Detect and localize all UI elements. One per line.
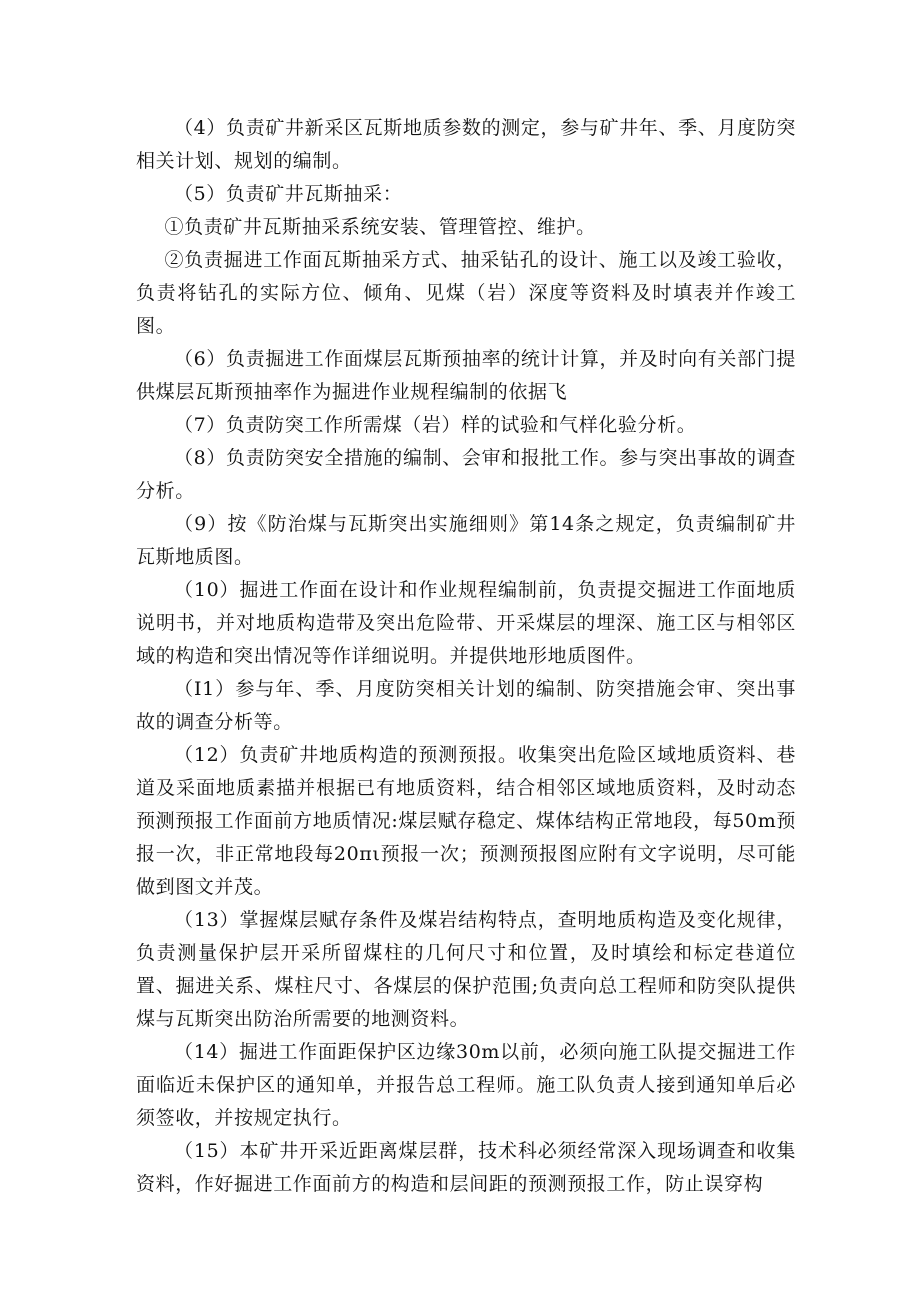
paragraph-7: （7）负责防突工作所需煤（岩）样的试验和气样化验分析。	[174, 414, 697, 436]
paragraph-4: （4）负责矿井新采区瓦斯地质参数的测定，参与矿井年、季、月度防突相关计划、规划的编制。	[136, 117, 796, 172]
paragraph-10: （10）掘进工作面在设计和作业规程编制前，负责提交掘进工作面地质说明书，并对地质构造带及突出危险带、开采煤层的埋深、施工区与相邻区域的构造和突出情况等作详细说明。并提供地形地质图件。	[136, 579, 796, 667]
paragraph-9: （9）按《防治煤与瓦斯突出实施细则》第14条之规定，负责编制矿井瓦斯地质图。	[136, 513, 796, 568]
paragraph-5-item-1: ①负责矿井瓦斯抽采系统安装、管理管控、维护。	[164, 216, 596, 238]
paragraph-5: （5）负责矿井瓦斯抽采：	[174, 183, 403, 205]
paragraph-14: （14）掘进工作面距保护区边缘30m以前，必须向施工队提交掘进工作面临近未保护区的通知单，并报告总工程师。施工队负责人接到通知单后必须签收，并按规定执行。	[136, 1041, 796, 1129]
paragraph-12: （12）负责矿井地质构造的预测预报。收集突出危险区域地质资料、巷道及采面地质素描并根据已有地质资料，结合相邻区域地质资料，及时动态预测预报工作面前方地质情况:煤层赋存稳定、煤体结构正常地段，每50m预报一次，非正常地段每20πι预报一次；预测预报图应附有文字说明，尽可能做到图文并茂。	[136, 744, 796, 898]
paragraph-15: （15）本矿井开采近距离煤层群，技术科必须经常深入现场调查和收集资料，作好掘进工作面前方的构造和层间距的预测预报工作，防止误穿构	[136, 1140, 796, 1195]
paragraph-5-item-2: ②负责掘进工作面瓦斯抽采方式、抽采钻孔的设计、施工以及竣工验收，负责将钻孔的实际方位、倾角、见煤（岩）深度等资料及时填表并作竣工图。	[136, 249, 796, 337]
paragraph-6: （6）负责掘进工作面煤层瓦斯预抽率的统计计算，并及时向有关部门提供煤层瓦斯预抽率作为掘进作业规程编制的依据飞	[136, 348, 796, 403]
paragraph-8: （8）负责防突安全措施的编制、会审和报批工作。参与突出事故的调查分析。	[136, 447, 796, 502]
paragraph-11: （I1）参与年、季、月度防突相关计划的编制、防突措施会审、突出事故的调查分析等。	[136, 678, 796, 733]
paragraph-13: （13）掌握煤层赋存条件及煤岩结构特点，查明地质构造及变化规律，负责测量保护层开采所留煤柱的几何尺寸和位置，及时填绘和标定巷道位置、掘进关系、煤柱尺寸、各煤层的保护范围;负责向总工程师和防突队提供煤与瓦斯突出防治所需要的地测资料。	[136, 909, 796, 1030]
document-body	[136, 112, 796, 1201]
